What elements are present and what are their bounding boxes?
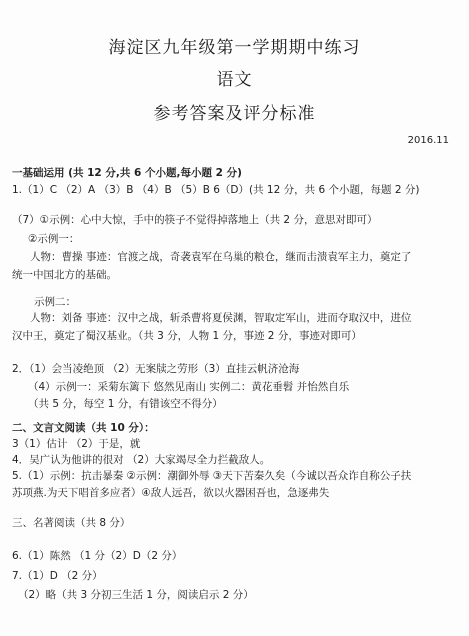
answer-line: 统一中国北方的基础。 [12,269,117,281]
answer-line: ②示例一： [28,233,80,245]
answer-line: 7.（1）D （2 分） [12,570,103,582]
answer-line: 人物：曹操 事迹：官渡之战，奇袭袁军在乌巢的粮仓，继而击溃袁军主力，奠定了 [30,251,412,263]
answer-line: 苏项燕.为天下唱首多应者）④敌人远吾，欲以火器困吾也，急逐弗失 [12,487,330,499]
answer-line: 5.（1）示例：抗击暴秦 ②示例：潮御外辱 ③天下苦秦久矣（今诚以吾众诈自称公子扶 [12,470,412,482]
section-heading-basics: 一基础运用 (共 12 分,共 6 个小题,每小题 2 分) [12,167,242,179]
subject-title: 语文 [216,70,253,90]
section-heading-classics: 三、名著阅读（共 8 分） [12,517,131,529]
answer-line: 6.（1）陈然 （1 分（2）D（2 分） [12,550,183,562]
answer-line: 汉中王，奠定了蜀汉基业。（共 3 分，人物 1 分，事迹 2 分，事迹对即可） [12,330,362,342]
date-label: 2016.11 [407,135,449,146]
answer-line: 1.（1）C （2）A （3）B （4）B （5）B 6（D）(共 12 分，共 6 个小题，每题 2 分) [12,184,420,196]
answer-line: 3（1）估计 （2）于是，就 [12,438,141,450]
answer-line: 示例二： [34,296,76,308]
answer-line: 2．（1）会当凌绝顶 （2）无案牍之劳形（3）直挂云帆济沧海 [12,363,300,375]
answer-line: （7）①示例：心中大惊，手中的筷子不觉得掉落地上（共 2 分，意思对即可） [12,214,378,226]
answer-line: （4）示例一：采菊东篱下 悠然见南山 实例二：黄花垂髫 并怡然自乐 [28,381,350,393]
section-title: 参考答案及评分标准 [153,104,316,124]
answer-line: 4．吴广认为他讲的很对 （2）大家竭尽全力拦截敌人。 [12,454,271,466]
page-title: 海淀区九年级第一学期期中练习 [108,38,361,58]
section-heading-classical: 二、文言文阅读（共 10 分）： [12,422,155,434]
answer-line: （2）略（共 3 分初三生活 1 分，阅读启示 2 分） [18,589,254,601]
answer-line: 人物：刘备 事迹：汉中之战，斩杀曹将夏侯渊，智取定军山，进而夺取汉中，进位 [30,312,412,324]
answer-line: （共 5 分，每空 1 分，有错该空不得分） [28,398,223,410]
